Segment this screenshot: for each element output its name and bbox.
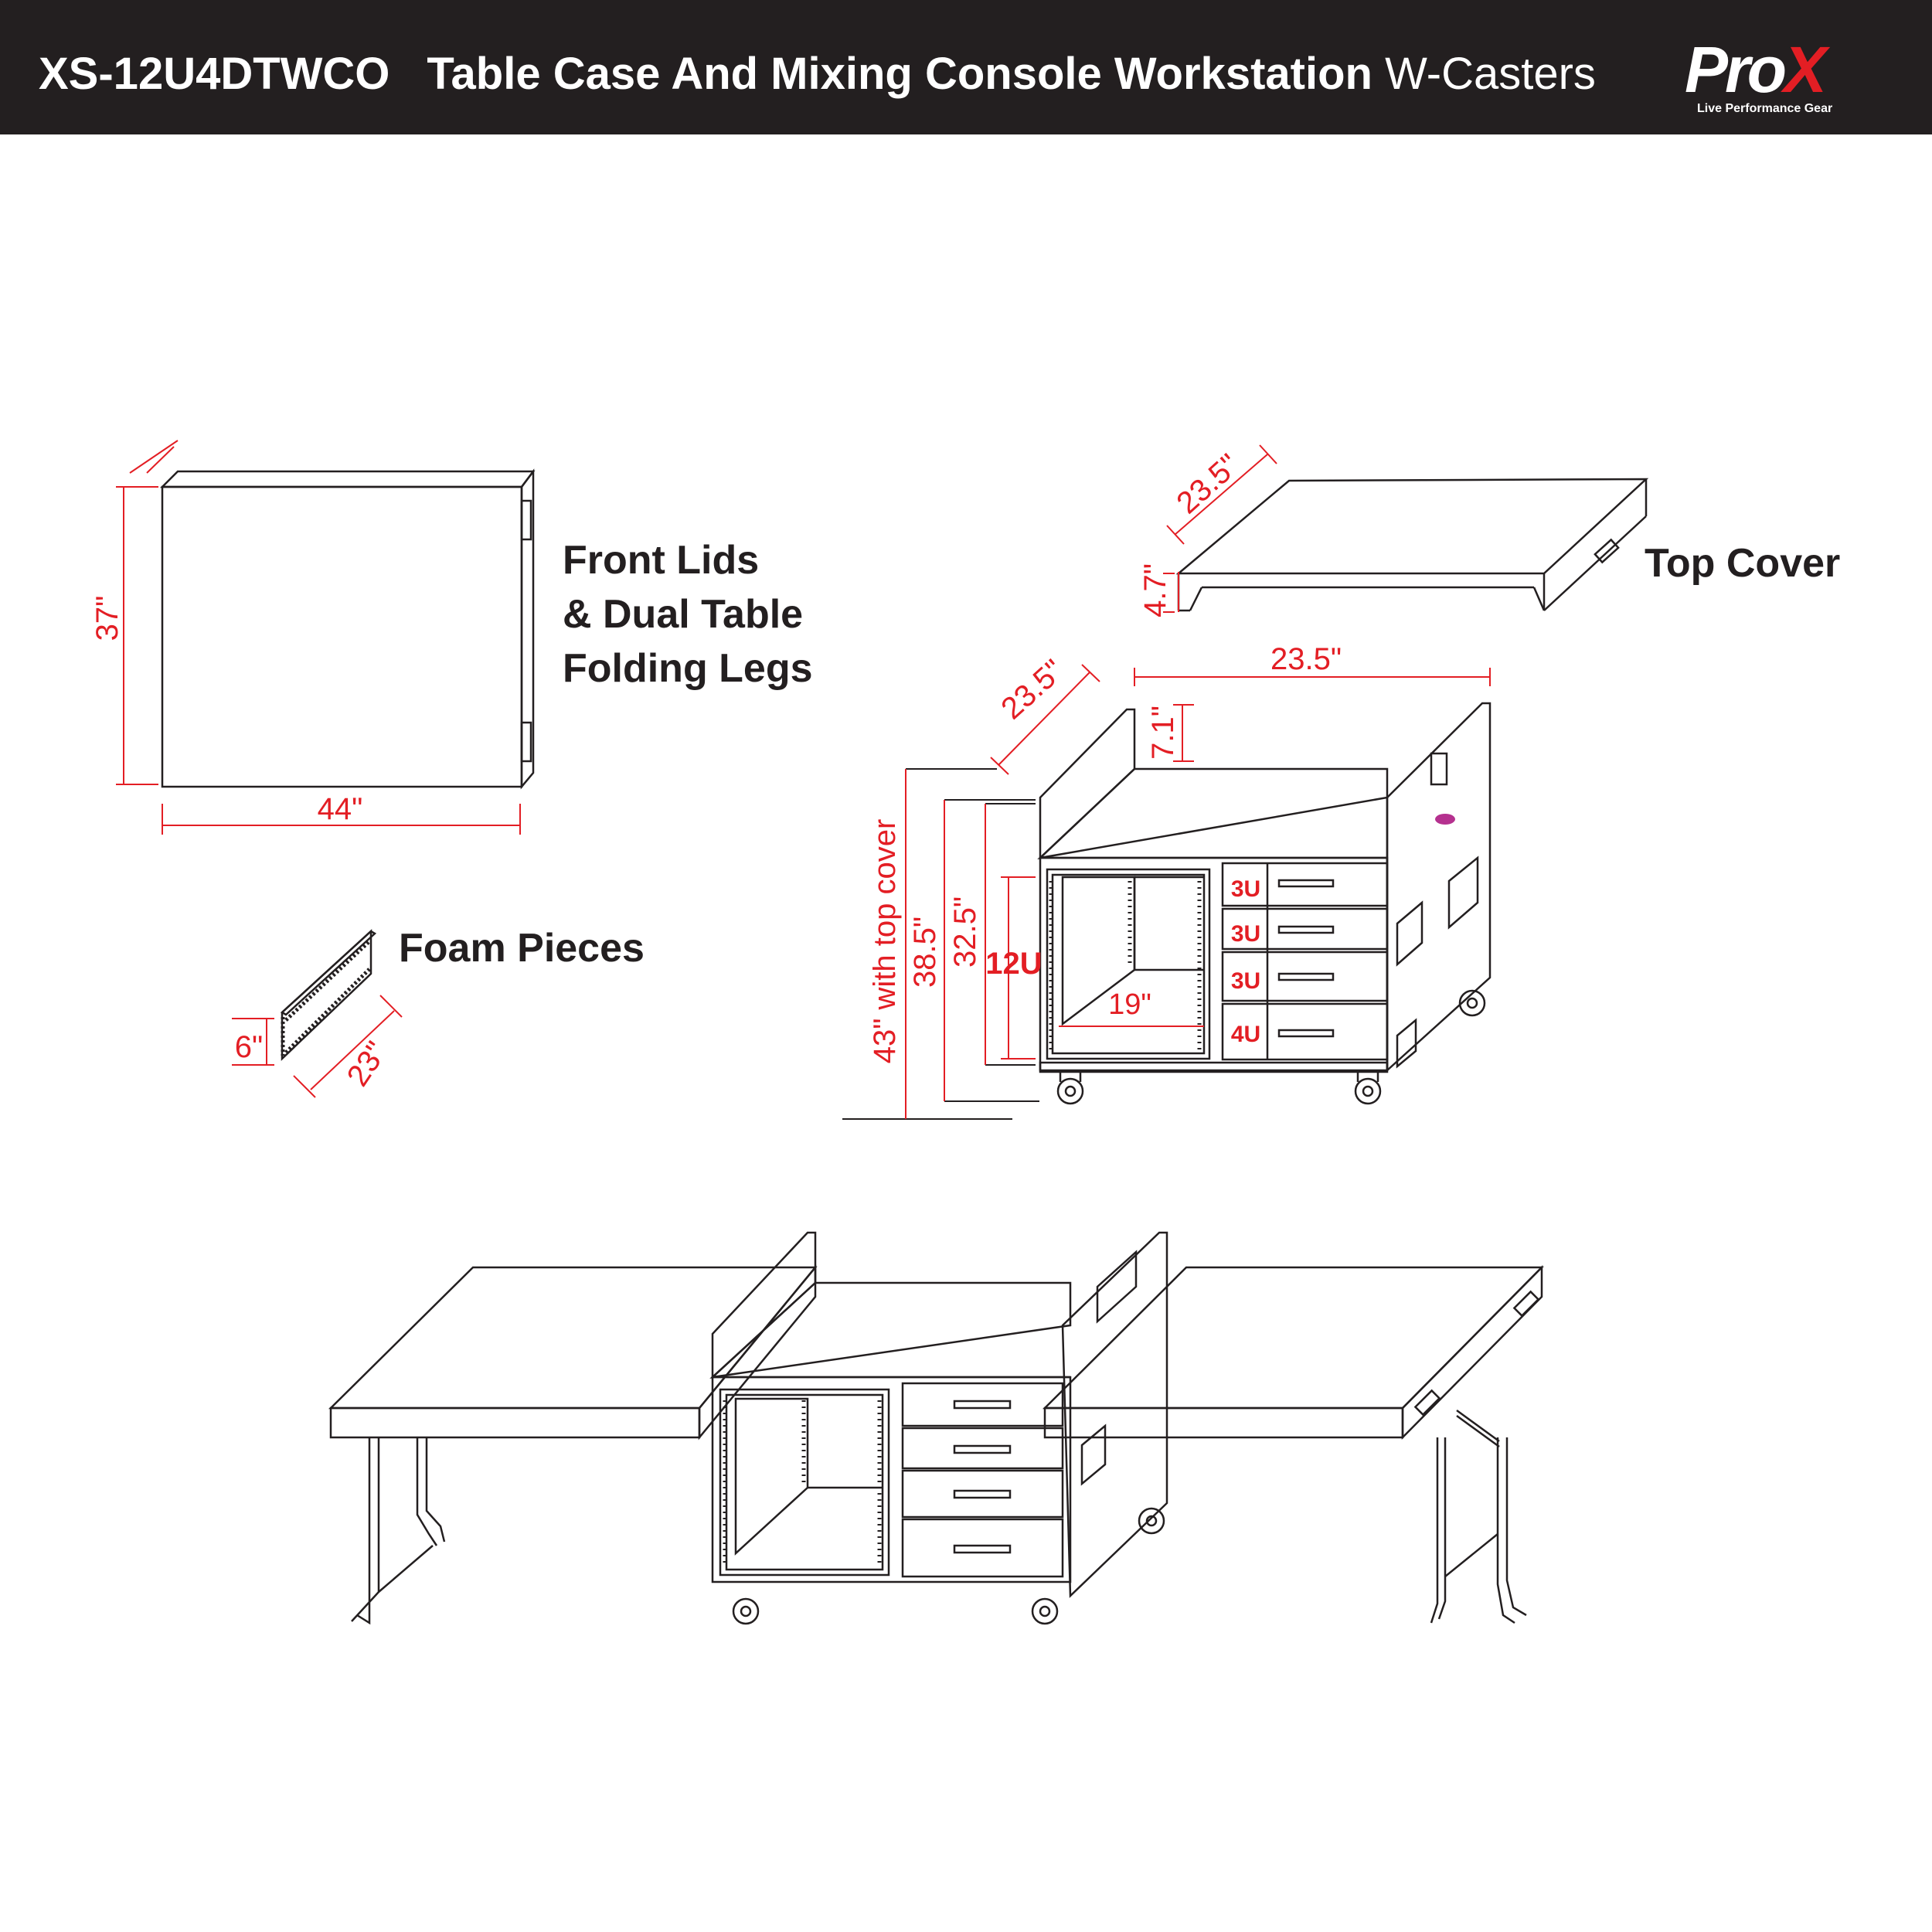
case-depth-dimension: 23.5" — [995, 653, 1071, 726]
cover-depth-dimension: 23.5" — [1170, 447, 1247, 521]
drawer-2-units: 3U — [1230, 921, 1261, 947]
foam-pieces-label: Foam Pieces — [399, 926, 645, 971]
body-height-dimension: 32.5" — [948, 896, 982, 968]
product-subtitle: W-Casters — [1385, 49, 1596, 99]
case-drawing — [1040, 703, 1490, 1104]
assembled-workstation-drawing — [331, 1233, 1542, 1624]
front-lid-drawing — [162, 471, 533, 787]
top-cover-label: Top Cover — [1645, 541, 1841, 586]
side-height-dimension: 7.1" — [1146, 706, 1180, 760]
cover-height-dimension: 4.7" — [1138, 563, 1172, 617]
lid-width-dimension: 44" — [317, 792, 363, 826]
case-width-dimension: 23.5" — [1270, 642, 1342, 676]
product-title: Table Case And Mixing Console Workstation — [427, 49, 1372, 99]
rack-width-dimension: 19" — [1108, 988, 1151, 1021]
front-lids-label-line3: Folding Legs — [563, 646, 813, 691]
drawer-3-units: 3U — [1230, 968, 1261, 994]
accent-dot — [1435, 814, 1455, 825]
case-dimensions — [991, 665, 1490, 1059]
front-lids-label-line1: Front Lids — [563, 538, 760, 583]
foam-piece-drawing — [282, 931, 375, 1059]
front-lid-dimensions — [116, 440, 520, 835]
front-lids-label-line2: & Dual Table — [563, 592, 804, 637]
total-height-dimension: 38.5" — [908, 916, 942, 988]
height-with-cover-dimension: 43" with top cover — [868, 818, 902, 1064]
model-number: XS-12U4DTWCO — [39, 49, 390, 99]
top-cover-drawing — [1179, 479, 1646, 611]
foam-length-dimension: 23" — [340, 1036, 394, 1093]
lid-height-dimension: 37" — [90, 595, 124, 641]
drawer-4-units: 4U — [1230, 1022, 1261, 1047]
foam-height-dimension: 6" — [234, 1030, 264, 1064]
drawer-1-units: 3U — [1230, 876, 1261, 902]
logo-tagline: Live Performance Gear — [1697, 102, 1833, 115]
logo-word: ProX — [1685, 33, 1825, 106]
rack-units-label: 12U — [985, 947, 1043, 981]
